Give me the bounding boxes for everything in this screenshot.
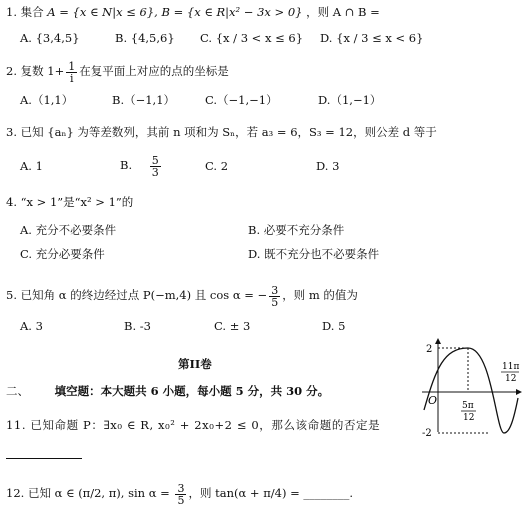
question-text: 已知命题 P：∃x₀ ∈ R, x₀² + 2x₀+2 ≤ 0，那么该命题的否定是 — [30, 418, 381, 432]
question-text: 已知角 α 的终边经过点 P(−m,4) 且 cos α = − — [20, 288, 268, 302]
question-1 — [6, 4, 380, 20]
question-number: 2. — [6, 64, 17, 78]
x-label-end-num: 11π — [502, 362, 520, 372]
option-b: B. 必要不充分条件 — [248, 223, 345, 237]
question-number: 11. — [6, 418, 27, 432]
question-2 — [6, 58, 229, 84]
x-axis-arrow — [516, 389, 522, 395]
option-c: C. {x / 3 < x ≤ 6} — [200, 31, 304, 45]
x-label-mid-num: 5π — [462, 401, 474, 411]
question-text: 集合 — [20, 5, 44, 19]
question-text: 复数 1+ — [20, 64, 65, 78]
option-a: A. 3 — [20, 319, 43, 333]
fraction: $\frac{3}{5}$ — [271, 283, 279, 309]
question-text-tail: ，则 tan(α + π/4) = ________. — [188, 486, 354, 500]
section-heading — [6, 383, 329, 399]
option-a: A. 充分不必要条件 — [20, 223, 117, 237]
option-b: B. -3 — [124, 319, 151, 333]
origin-label: O — [428, 394, 438, 407]
option-b: B.（−1,1） — [112, 93, 176, 107]
option-c: C. 2 — [205, 159, 229, 173]
question-4 — [6, 194, 133, 210]
option-b: B. {4,5,6} — [115, 31, 175, 45]
option-b: B. $\frac{5}{3}$ — [120, 153, 159, 179]
y-tick-neg2: -2 — [422, 428, 432, 438]
y-tick-2: 2 — [426, 344, 433, 355]
fraction: $\frac{3}{5}$ — [177, 481, 185, 507]
option-d: D. 3 — [316, 159, 340, 173]
option-c: C. ± 3 — [214, 319, 251, 333]
question-11 — [6, 417, 380, 433]
sine-graph — [418, 338, 522, 438]
option-c: C. 充分必要条件 — [20, 247, 105, 261]
y-axis-arrow — [435, 338, 441, 344]
question-text: “x > 1”是“x² > 1”的 — [20, 195, 134, 209]
question-text-tail: ，则 m 的值为 — [282, 288, 358, 302]
answer-blank[interactable] — [6, 458, 82, 459]
option-c: C.（−1,−1） — [205, 93, 278, 107]
set-b-definition: B = {x ∈ R|x² − 3x > 0} — [161, 5, 303, 19]
question-text: 已知 α ∈ (π/2, π), sin α = — [27, 486, 170, 500]
question-number: 5. — [6, 288, 17, 302]
option-a: A.（1,1） — [20, 93, 74, 107]
option-d: D. {x / 3 ≤ x < 6} — [320, 31, 424, 45]
section-instructions: 填空题：本大题共 6 小题，每小题 5 分，共 30 分。 — [54, 384, 330, 398]
question-text-tail: 在复平面上对应的点的坐标是 — [79, 64, 229, 78]
question-text: 已知 {aₙ} 为等差数列，其前 n 项和为 Sₙ，若 a₃ = 6，S₃ = 12，则公差 d 等于 — [20, 125, 437, 139]
fraction: $\frac{1}{i}$ — [68, 59, 76, 85]
option-a: A. 1 — [20, 159, 43, 173]
option-d: D.（1,−1） — [318, 93, 382, 107]
question-number: 1. — [6, 5, 17, 19]
option-a: A. {3,4,5} — [20, 31, 80, 45]
question-text-tail: ，则 A ∩ B = — [306, 5, 380, 19]
section-number: 二、 — [6, 384, 29, 398]
option-d: D. 既不充分也不必要条件 — [248, 247, 380, 261]
question-number: 12. — [6, 486, 25, 500]
option-d: D. 5 — [322, 319, 346, 333]
question-3 — [6, 124, 437, 140]
set-a-definition: A = {x ∈ N|x ≤ 6}, — [47, 5, 158, 19]
x-label-end-den: 12 — [505, 374, 517, 384]
x-label-mid-den: 12 — [463, 413, 475, 423]
question-number: 4. — [6, 195, 17, 209]
question-number: 3. — [6, 125, 17, 139]
section-title: 第II卷 — [178, 357, 212, 371]
question-5 — [6, 282, 358, 308]
question-12 — [6, 480, 353, 506]
